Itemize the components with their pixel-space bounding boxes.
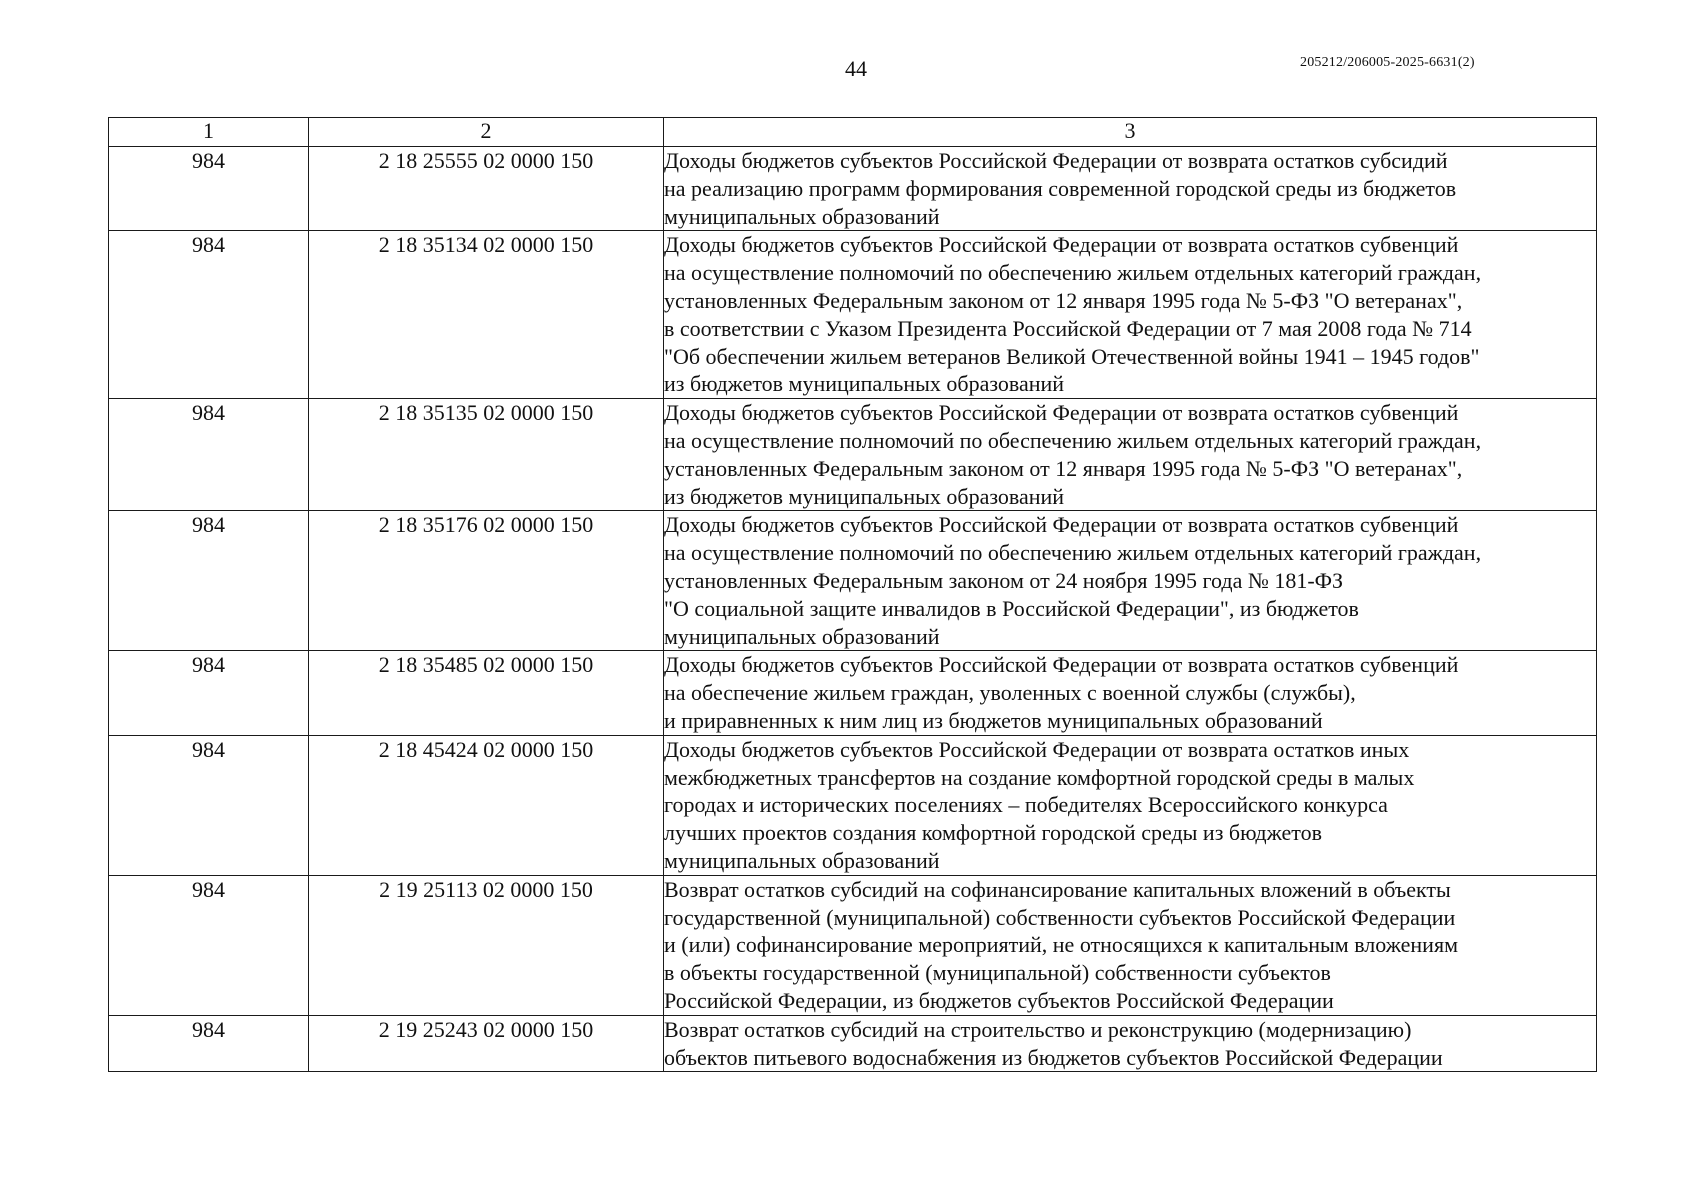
table-header-row <box>109 118 1597 147</box>
description-line: Российской Федерации, из бюджетов субъектов Российской Федерации <box>664 987 1334 1013</box>
description-line: лучших проектов создания комфортной городской среды из бюджетов <box>664 820 1322 846</box>
admin-code-cell: 984 <box>109 511 309 651</box>
admin-code-cell: 984 <box>109 1015 309 1072</box>
admin-code-cell: 984 <box>109 651 309 735</box>
revenue-description-cell <box>664 875 1597 1015</box>
budget-code-cell: 2 18 45424 02 0000 150 <box>309 735 664 875</box>
budget-code-cell: 2 18 35176 02 0000 150 <box>309 511 664 651</box>
description-line: Возврат остатков субсидий на софинансирование капитальных вложений в объекты <box>664 876 1451 902</box>
description-line: из бюджетов муниципальных образований <box>664 371 1065 397</box>
description-line: установленных Федеральным законом от 12 января 1995 года № 5-ФЗ "О ветеранах", <box>664 287 1463 313</box>
budget-code-cell: 2 19 25113 02 0000 150 <box>309 875 664 1015</box>
table-row <box>109 735 1597 875</box>
description-line: установленных Федеральным законом от 12 января 1995 года № 5-ФЗ "О ветеранах", <box>664 455 1463 481</box>
description-line: и приравненных к ним лиц из бюджетов муниципальных образований <box>664 707 1323 733</box>
description-line: Доходы бюджетов субъектов Российской Федерации от возврата остатков субвенций <box>664 652 1459 678</box>
admin-code-cell: 984 <box>109 399 309 511</box>
table-row <box>109 875 1597 1015</box>
page-number: 44 <box>845 56 867 81</box>
description-line: и (или) софинансирование мероприятий, не относящихся к капитальным вложениям <box>664 932 1458 958</box>
budget-code-cell: 2 18 35134 02 0000 150 <box>309 231 664 399</box>
description-line: межбюджетных трансфертов на создание комфортной городской среды в малых <box>664 764 1415 790</box>
revenue-description-cell <box>664 147 1597 231</box>
admin-code-cell: 984 <box>109 875 309 1015</box>
description-line: на реализацию программ формирования современной городской среды из бюджетов <box>664 175 1457 201</box>
admin-code-cell: 984 <box>109 231 309 399</box>
description-line: "О социальной защите инвалидов в Российской Федерации", из бюджетов <box>664 595 1359 621</box>
column-header-2: 2 <box>309 118 664 147</box>
description-line: в соответствии с Указом Президента Российской Федерации от 7 мая 2008 года № 714 <box>664 315 1472 341</box>
budget-code-cell: 2 19 25243 02 0000 150 <box>309 1015 664 1072</box>
revenue-description-cell <box>664 399 1597 511</box>
table-row <box>109 231 1597 399</box>
column-header-3: 3 <box>664 118 1597 147</box>
description-line: объектов питьевого водоснабжения из бюджетов субъектов Российской Федерации <box>664 1044 1443 1070</box>
description-line: Доходы бюджетов субъектов Российской Федерации от возврата остатков субсидий <box>664 148 1448 173</box>
description-line: государственной (муниципальной) собственности субъектов Российской Федерации <box>664 904 1456 930</box>
revenue-description-cell <box>664 651 1597 735</box>
description-line: Доходы бюджетов субъектов Российской Федерации от возврата остатков субвенций <box>664 232 1459 258</box>
table-row <box>109 651 1597 735</box>
admin-code-cell: 984 <box>109 735 309 875</box>
description-line: муниципальных образований <box>664 203 940 229</box>
description-line: из бюджетов муниципальных образований <box>664 483 1065 509</box>
revenue-description-cell <box>664 735 1597 875</box>
description-line: на осуществление полномочий по обеспечению жильем отдельных категорий граждан, <box>664 427 1482 453</box>
table-row <box>109 511 1597 651</box>
admin-code-cell: 984 <box>109 147 309 231</box>
description-line: Доходы бюджетов субъектов Российской Федерации от возврата остатков иных <box>664 736 1410 762</box>
description-line: Возврат остатков субсидий на строительство и реконструкцию (модернизацию) <box>664 1016 1412 1042</box>
table-row <box>109 399 1597 511</box>
table-body <box>109 118 1597 1072</box>
table-row <box>109 147 1597 231</box>
description-line: на осуществление полномочий по обеспечению жильем отдельных категорий граждан, <box>664 540 1482 566</box>
budget-codes-table <box>108 117 1597 1072</box>
description-line: Доходы бюджетов субъектов Российской Федерации от возврата остатков субвенций <box>664 512 1459 538</box>
revenue-description-cell <box>664 1015 1597 1072</box>
revenue-description-cell <box>664 231 1597 399</box>
description-line: "Об обеспечении жильем ветеранов Великой Отечественной войны 1941 – 1945 годов" <box>664 343 1480 369</box>
description-line: городах и исторических поселениях – победителях Всероссийского конкурса <box>664 792 1388 818</box>
table-row <box>109 1015 1597 1072</box>
description-line: муниципальных образований <box>664 623 940 649</box>
budget-code-cell: 2 18 35485 02 0000 150 <box>309 651 664 735</box>
budget-code-cell: 2 18 35135 02 0000 150 <box>309 399 664 511</box>
description-line: Доходы бюджетов субъектов Российской Федерации от возврата остатков субвенций <box>664 400 1459 426</box>
description-line: на обеспечение жильем граждан, уволенных с военной службы (службы), <box>664 680 1356 706</box>
revenue-description-cell <box>664 511 1597 651</box>
description-line: установленных Федеральным законом от 24 ноября 1995 года № 181-ФЗ <box>664 567 1344 593</box>
document-id: 205212/206005-2025-6631(2) <box>1300 55 1475 70</box>
budget-code-cell: 2 18 25555 02 0000 150 <box>309 147 664 231</box>
column-header-1: 1 <box>109 118 309 147</box>
description-line: муниципальных образований <box>664 847 940 873</box>
description-line: в объекты государственной (муниципальной) собственности субъектов <box>664 960 1331 986</box>
description-line: на осуществление полномочий по обеспечению жильем отдельных категорий граждан, <box>664 260 1482 286</box>
